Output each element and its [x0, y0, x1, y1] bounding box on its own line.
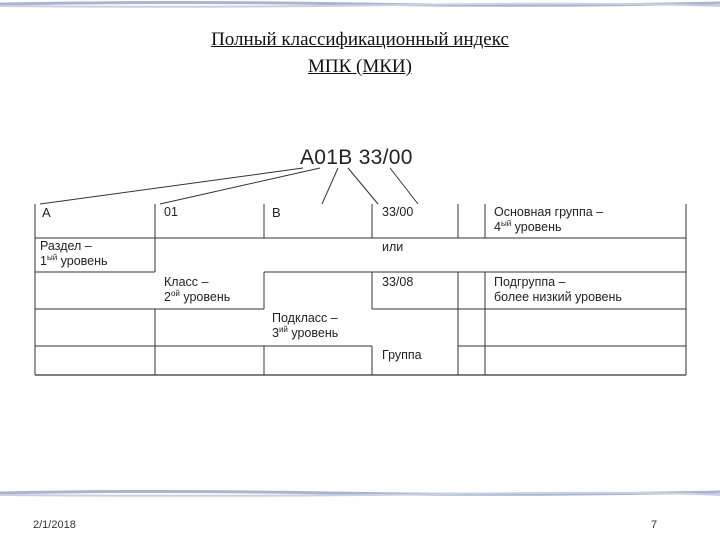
section-line-1: Раздел – — [40, 239, 92, 253]
main-group-line-2 — [494, 220, 603, 235]
title-line-1: Полный классификационный индекс — [211, 29, 509, 50]
classification-code: A01B 33/00 — [300, 146, 413, 169]
class-level-suffix: ой — [170, 288, 180, 298]
main-group-line-1: Основная группа – — [494, 205, 604, 219]
cell-main-group — [494, 205, 603, 235]
subgroup-line-1: Подгруппа – — [494, 275, 566, 289]
section-level-word: уровень — [57, 254, 108, 268]
subclass-level-suffix: ий — [278, 324, 288, 334]
title-line-2: МПК (МКИ) — [308, 56, 412, 77]
cell-section — [40, 239, 108, 269]
cell-subclass — [272, 311, 338, 341]
cell-subgroup — [494, 275, 622, 305]
cell-class — [164, 275, 230, 305]
subgroup-line-2: более низкий уровень — [494, 290, 622, 304]
subclass-line-2 — [272, 326, 338, 341]
main-group-level-suffix: ый — [500, 218, 512, 228]
class-line-1: Класс – — [164, 275, 209, 289]
subclass-level-word: уровень — [287, 326, 339, 340]
class-level-number: 2 — [164, 290, 171, 304]
subclass-line-1: Подкласс – — [272, 311, 338, 325]
cell-number-01: 01 — [164, 205, 178, 219]
cell-group: Группа — [382, 348, 422, 362]
footer-date: 2/1/2018 — [33, 519, 76, 531]
subclass-level-number: 3 — [272, 326, 279, 340]
class-level-word: уровень — [179, 290, 231, 304]
section-level-number: 1 — [40, 254, 47, 268]
cell-number-33-08: 33/08 — [382, 275, 414, 289]
cell-ili: или — [382, 240, 404, 254]
class-line-2 — [164, 290, 230, 305]
section-line-2 — [40, 254, 108, 269]
cell-letter-b: B — [272, 205, 281, 220]
cell-number-33-00: 33/00 — [382, 205, 414, 219]
page-number: 7 — [651, 519, 658, 531]
cell-letter-a: A — [42, 205, 51, 220]
main-group-level-number: 4 — [494, 220, 501, 234]
section-level-suffix: ый — [46, 252, 58, 262]
main-group-level-word: уровень — [511, 220, 562, 234]
